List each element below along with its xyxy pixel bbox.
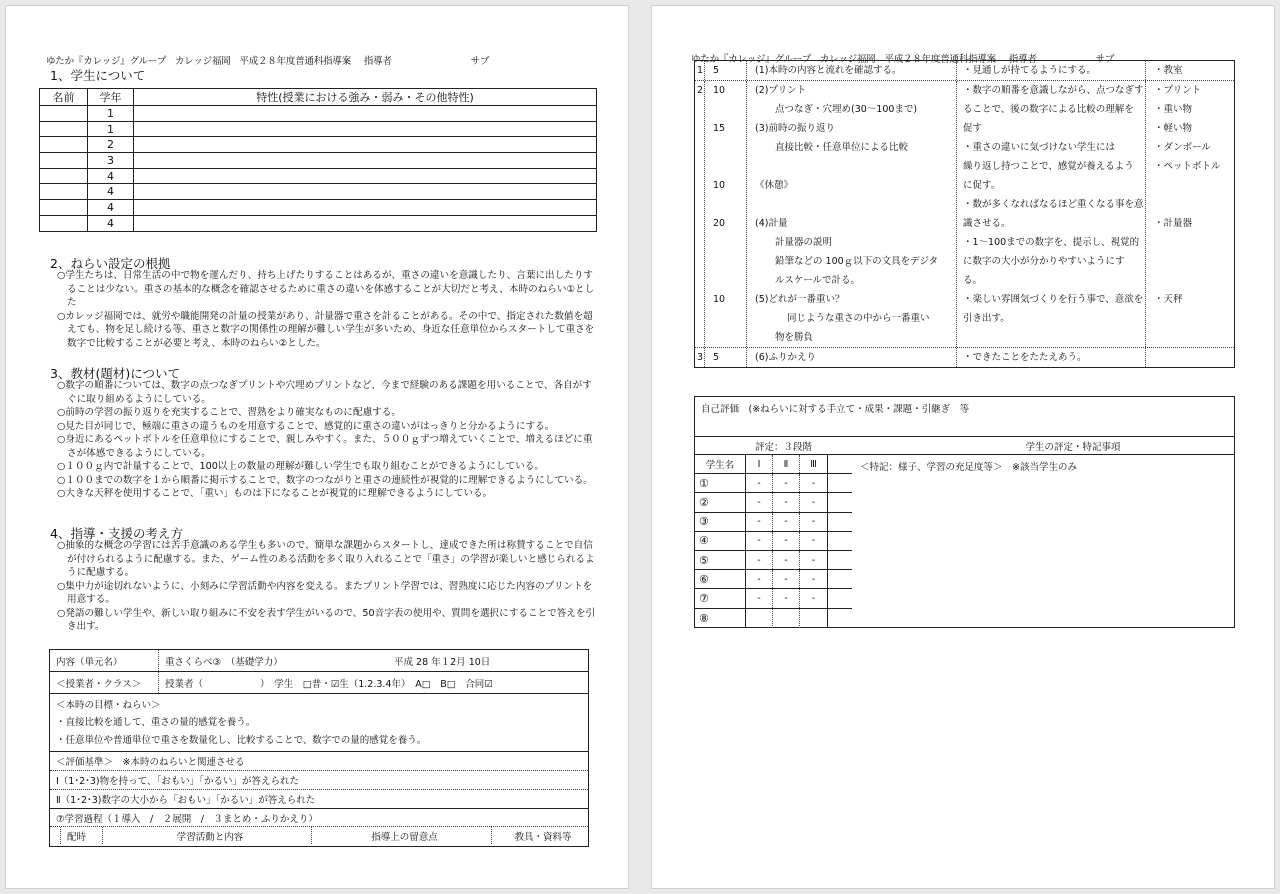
phase-number: 1: [696, 65, 703, 76]
self-evaluation-box: [694, 396, 1235, 628]
section2-title: 2、ねらい設定の根拠: [50, 256, 171, 271]
activity-line: ルスケールで計る。: [775, 275, 861, 286]
phase-column: [695, 348, 705, 367]
student-number: ⑤: [695, 551, 746, 569]
lesson-class-row: [50, 672, 588, 694]
criteria-item: Ⅱ（1･2･3)数字の大小から「おもい」「かるい」が答えられた: [50, 790, 588, 809]
tools-column: [1146, 61, 1234, 80]
time-cell: 10: [713, 85, 726, 96]
lesson-box: [49, 649, 589, 847]
time-cell: [713, 328, 746, 347]
activity-line: 《休憩》: [755, 180, 794, 191]
page-header: [46, 53, 489, 67]
note-line: に数字の大小が分かりやすいようにす: [963, 256, 1125, 267]
time-column: [705, 61, 747, 80]
student-rating-row: [695, 532, 852, 551]
phase-column: [695, 61, 705, 80]
activity-line: (3)前時の振り返り: [755, 123, 835, 134]
rating-grid-header: [695, 455, 852, 474]
time-cell: [713, 157, 746, 176]
tool-item: ・重い物: [1154, 104, 1193, 115]
time-cell: [713, 233, 746, 252]
time-cell: [713, 100, 746, 119]
student-name-cell[interactable]: [40, 200, 88, 216]
time-cell: 20: [713, 218, 726, 229]
tool-item: ・教室: [1154, 65, 1183, 76]
section3-item: ○大きな天秤を使用することで、「重い」ものは下になることが視覚的に理解できるようにしている。: [57, 488, 493, 499]
tool-item: [1154, 309, 1234, 328]
student-number: ③: [695, 513, 746, 531]
student-rating-row: [695, 570, 852, 589]
rating-cell[interactable]: -: [746, 532, 773, 550]
rating-cell[interactable]: [800, 609, 828, 628]
col-student-name: 学生名: [695, 455, 746, 473]
header-school: カレッジ福岡: [174, 56, 231, 67]
student-trait-cell[interactable]: [134, 153, 597, 169]
rating-cell[interactable]: -: [746, 513, 773, 531]
rating-cell[interactable]: -: [746, 474, 773, 492]
student-name-cell[interactable]: [40, 168, 88, 184]
note-line: ・重さの違いに気づけない学生には: [963, 142, 1116, 153]
note-line: ・見通しが持てるようにする。: [963, 65, 1097, 76]
section3-title: 3、教材(題材)について: [50, 366, 180, 381]
activity-line: (5)どれが一番重い？: [755, 294, 845, 305]
rating-cell[interactable]: -: [773, 570, 800, 588]
time-cell: 5: [713, 65, 720, 76]
time-column: [705, 81, 747, 347]
lesson-date: 平成 28 年１2月 10日: [394, 656, 491, 668]
class-label: ＜授業者・クラス＞: [56, 678, 142, 690]
student-row: [40, 106, 597, 122]
student-rating-row: [695, 513, 852, 532]
activity-line: 鉛筆などの 100ｇ以下の文具をデジタ: [775, 256, 939, 267]
notes-column: [957, 348, 1146, 367]
tool-item: [1154, 328, 1234, 347]
phase-number: 3: [696, 352, 703, 363]
note-line: ・楽しい雰囲気づくりを行う事で、意欲を: [963, 294, 1144, 305]
tool-item: [1154, 252, 1234, 271]
tools-column: [1146, 348, 1234, 367]
note-line: 促す: [963, 123, 983, 134]
student-name-cell[interactable]: [40, 106, 88, 122]
activity-line: [755, 157, 956, 176]
phase-column: [695, 81, 705, 347]
student-number: ⑥: [695, 570, 746, 588]
rating-cell[interactable]: -: [773, 493, 800, 511]
student-trait-cell[interactable]: [134, 106, 597, 122]
student-row: [40, 153, 597, 169]
rating-cell[interactable]: -: [800, 532, 828, 550]
section3-item: ○１００ｇ内で計量することで、100以上の数量の理解が難しい学生でも取り組むことができるようにしている。: [57, 461, 544, 472]
student-row: [40, 215, 597, 231]
header-org: ゆたか『カレッジ』グループ: [46, 56, 167, 67]
section3-item: ○身近にあるペットボトルを任意単位にすることで、親しみやすく。また、５００ｇずつ増えていくことで、増えるほどに重さが体感できるようにしている。: [57, 434, 593, 459]
section2-body: [53, 269, 599, 350]
activity-column: [747, 81, 957, 347]
self-eval-subheader: [695, 437, 1234, 455]
student-trait-cell[interactable]: [134, 168, 597, 184]
col-grade: 学年: [88, 89, 134, 106]
section3-item: ○数字の順番については、数字の点つなぎプリントや穴埋めプリントなど、今まで経験のある課題を用いることで、各自がすぐに取り組めるようにしている。: [57, 380, 592, 405]
learning-process-table: [694, 60, 1235, 368]
col-notes: 指導上の留意点: [311, 827, 491, 844]
time-cell: [713, 252, 746, 271]
time-cell: [713, 138, 746, 157]
phase-row: [695, 81, 1234, 348]
time-cell: 5: [713, 352, 720, 363]
tool-item: [1154, 176, 1234, 195]
note-line: ・1～100までの数字を、提示し、視覚的: [963, 237, 1140, 248]
rating-cell[interactable]: -: [746, 551, 773, 569]
rating-cell[interactable]: -: [773, 474, 800, 492]
rating-cell[interactable]: -: [800, 493, 828, 511]
time-cell: [713, 309, 746, 328]
student-rating-row: [695, 474, 852, 493]
student-number: ④: [695, 532, 746, 550]
student-name-cell[interactable]: [40, 215, 88, 231]
phase-row: [695, 61, 1234, 81]
student-row: [40, 137, 597, 153]
student-trait-cell[interactable]: [134, 121, 597, 137]
note-line: ・数字の順番を意識しながら、点つなぎす: [963, 85, 1144, 96]
time-column: [705, 348, 747, 367]
tool-item: [1154, 271, 1234, 290]
note-line: に促す。: [963, 180, 1001, 191]
student-row: [40, 168, 597, 184]
time-cell: [713, 271, 746, 290]
unit-name: 重さくらべ③ （基礎学力）: [158, 650, 394, 671]
header-sub-label: サブ: [1095, 54, 1115, 65]
student-number: ⑦: [695, 589, 746, 607]
rating-label: 評定：３段階: [755, 441, 813, 453]
tool-item: [1154, 233, 1234, 252]
col-time: 配時: [60, 827, 102, 844]
header-instructor-label: 指導者: [363, 56, 392, 67]
section1-title: 1、学生について: [50, 68, 146, 83]
section4-item: ○発語の難しい学生や、新しい取り組みに不安を表す学生がいるので、50音字表の使用や、質問を選択にすることで答えを引き出す。: [57, 607, 596, 632]
activity-line: 計量器の説明: [775, 237, 833, 248]
notes-column: [957, 81, 1146, 347]
tool-item: ・ダンボール: [1154, 142, 1211, 153]
student-grade-cell[interactable]: 4: [88, 215, 134, 231]
student-number: ⑧: [695, 609, 746, 628]
notes-column: [957, 61, 1146, 80]
note-line: ・できたことをたたえあう。: [963, 352, 1087, 363]
rating-cell[interactable]: -: [746, 493, 773, 511]
section4-item: ○集中力が途切れないように、小刻みに学習活動や内容を変える。またプリント学習では、習熟度に応じた内容のプリントを用意する。: [57, 580, 593, 605]
phase-row: [695, 348, 1234, 367]
header-plan-title: 平成２８年度普通科指導案: [884, 54, 997, 65]
document-page-2: [651, 5, 1275, 889]
student-grade-cell[interactable]: 1: [88, 106, 134, 122]
student-rating-row: [695, 589, 852, 608]
student-number: ②: [695, 493, 746, 511]
student-grade-cell[interactable]: 4: [88, 184, 134, 200]
student-grade-cell[interactable]: 2: [88, 137, 134, 153]
lesson-unit-row: [50, 650, 588, 672]
col-activity: 学習活動と内容: [102, 827, 311, 844]
time-cell: 10: [713, 294, 726, 305]
section3-item: ○見た目が同じで、極端に重さの違うものを用意することで、感覚的に重さの違いがはっきりと分かるようにする。: [57, 420, 555, 432]
tools-column: [1146, 81, 1234, 347]
remarks-label: 学生の評定・特記事項: [1025, 441, 1121, 453]
student-grade-cell[interactable]: 4: [88, 168, 134, 184]
activity-column: [747, 61, 957, 80]
tool-item: ・プリント: [1154, 85, 1202, 96]
student-grade-cell[interactable]: 4: [88, 200, 134, 216]
goal-block: [50, 694, 588, 752]
students-table: [39, 88, 597, 232]
activity-column: [747, 348, 957, 367]
col-rating-3: Ⅲ: [800, 455, 828, 473]
goal-item: ・任意単位や普通単位で重さを数量化し、比較することで、数字での量的感覚を養う。: [56, 735, 427, 746]
header-school: カレッジ福岡: [819, 54, 876, 65]
student-rating-row: [695, 493, 852, 512]
activity-line: 点つなぎ・穴埋め(30～100まで): [775, 104, 918, 115]
tool-item: ・計量器: [1154, 218, 1193, 229]
student-row: [40, 200, 597, 216]
note-line: 繰り返し持つことで、感覚が養えるよう: [963, 161, 1134, 172]
rating-cell[interactable]: [746, 609, 773, 628]
header-sub-label: サブ: [470, 56, 490, 67]
section2-item: ○カレッジ福岡では、就労や職能開発の計量の授業があり、計量器で重さを計ることがある。その中で、指定された数値を超えても、物を足し続ける等、重さと数字の関係性の理解が難しい学生が多いため、身近な任意単位からスタートして重さを数字で比較することが必要と考え、本時のねらい②とした。: [57, 310, 595, 349]
document-page-1: [5, 5, 629, 889]
section3-item: ○前時の学習の振り返りを充実することで、習熟をより確実なものに配慮する。: [57, 407, 401, 418]
section4-item: ○抽象的な概念の学習には苦手意識のある学生も多いので、簡単な課題からスタートし、達成できた所は称賛することで自信が付けられるように配慮する。また、ゲーム性のある活動を多く取り入れることで「重さ」の学習が楽しいと感じられるように配慮する。: [57, 540, 595, 578]
criteria-label: ＜評価基準＞ ※本時のねらいと関連させる: [50, 752, 588, 771]
rating-cell[interactable]: -: [746, 570, 773, 588]
note-line: る。: [963, 275, 983, 286]
class-value: 授業者（ ） 学生 □普・☑生（1.2.3.4年） A□ B□ 合同☑: [158, 672, 493, 693]
student-trait-cell[interactable]: [134, 215, 597, 231]
tool-item: [1154, 348, 1234, 367]
goal-label: ＜本時の目標・ねらい＞: [56, 700, 161, 711]
col-trait: 特性(授業における強み・弱み・その他特性): [134, 89, 597, 106]
time-cell: [713, 195, 746, 214]
student-name-cell[interactable]: [40, 153, 88, 169]
header-org: ゆたか『カレッジ』グループ: [691, 54, 812, 65]
col-tools: 教具・資料等: [491, 827, 588, 844]
student-name-cell[interactable]: [40, 184, 88, 200]
activity-line: 直接比較・任意単位による比較: [775, 142, 909, 153]
note-line: ることで、後の数字による比較の理解を: [963, 104, 1134, 115]
rating-cell[interactable]: -: [800, 570, 828, 588]
student-trait-cell[interactable]: [134, 137, 597, 153]
note-line: 識させる。: [963, 218, 1011, 229]
section4-title: 4、指導・支援の考え方: [50, 526, 183, 541]
self-eval-title: 自己評価 (※ねらいに対する手立て・成果・課題・引継ぎ 等: [695, 397, 1234, 437]
rating-cell[interactable]: -: [773, 513, 800, 531]
student-name-cell[interactable]: [40, 121, 88, 137]
note-line: [963, 328, 1145, 347]
section4-body: [53, 539, 599, 634]
section3-body: [53, 379, 599, 501]
process-columns-row: [50, 827, 588, 844]
col-rating-2: Ⅱ: [773, 455, 800, 473]
rating-cell[interactable]: -: [800, 589, 828, 607]
student-row: [40, 121, 597, 137]
rating-cell[interactable]: [773, 609, 800, 628]
rating-cell[interactable]: -: [773, 532, 800, 550]
rating-cell[interactable]: -: [800, 474, 828, 492]
student-name-cell[interactable]: [40, 137, 88, 153]
student-rating-row: [695, 609, 852, 628]
tool-item: ・ペットボトル: [1154, 161, 1221, 172]
section2-item: ○学生たちは、日常生活の中で物を運んだり、持ち上げたりすることはあるが、重さの違いを意識したり、言葉に出したりすることは少ない。重さの基本的な概念を確認させるために重さの違いを体感することが大切だと考え、本時のねらい①とした: [57, 270, 595, 308]
student-trait-cell[interactable]: [134, 200, 597, 216]
rating-cell[interactable]: -: [773, 589, 800, 607]
activity-line: 物を勝負: [775, 332, 814, 343]
note-line: 引き出す。: [963, 313, 1010, 324]
student-grade-cell[interactable]: 1: [88, 121, 134, 137]
note-line: ・数が多くなればなるほど重くなる事を意: [963, 199, 1144, 210]
section3-item: ○１００までの数字を１から順番に掲示することで、数字のつながりと重さの連続性が視覚的に理解できるようにしている。: [57, 474, 593, 486]
students-header-row: [40, 89, 597, 106]
rating-cell[interactable]: -: [800, 513, 828, 531]
goal-item: ・直接比較を通して、重さの量的感覚を養う。: [56, 717, 256, 728]
content-label: 内容（単元名）: [56, 656, 123, 668]
activity-line: (4)計量: [755, 218, 788, 229]
student-number: ①: [695, 474, 746, 492]
activity-line: (6)ふりかえり: [755, 352, 816, 363]
rating-cell[interactable]: -: [773, 551, 800, 569]
col-rating-1: Ⅰ: [746, 455, 773, 473]
activity-line: (1)本時の内容と流れを確認する。: [755, 65, 902, 76]
col-name: 名前: [40, 89, 88, 106]
process-label: ⑦学習過程（１導入 / ２展開 / ３まとめ・ふりかえり）: [50, 809, 588, 827]
student-grade-cell[interactable]: 3: [88, 153, 134, 169]
time-cell: 10: [713, 180, 726, 191]
student-row: [40, 184, 597, 200]
activity-line: (2)プリント: [755, 85, 807, 96]
tool-item: ・天秤: [1154, 294, 1183, 305]
rating-grid: [695, 455, 852, 628]
header-plan-title: 平成２８年度普通科指導案: [239, 56, 352, 67]
rating-cell[interactable]: -: [800, 551, 828, 569]
header-instructor-label: 指導者: [1008, 54, 1037, 65]
criteria-item: Ⅰ（1･2･3)物を持って、「おもい」「かるい」が答えられた: [50, 771, 588, 790]
student-trait-cell[interactable]: [134, 184, 597, 200]
time-cell: 15: [713, 123, 726, 134]
phase-number: 2: [696, 85, 703, 96]
phase-col-spacer: [50, 827, 60, 844]
notes-label: ＜特記：様子、学習の充足度等＞ ※該当学生のみ: [860, 462, 1077, 473]
rating-cell[interactable]: -: [746, 589, 773, 607]
tool-item: [1154, 195, 1234, 214]
student-rating-row: [695, 551, 852, 570]
tool-item: ・軽い物: [1154, 123, 1193, 134]
activity-line: [755, 195, 956, 214]
activity-line: 同じような重さの中から一番重い: [787, 313, 930, 324]
